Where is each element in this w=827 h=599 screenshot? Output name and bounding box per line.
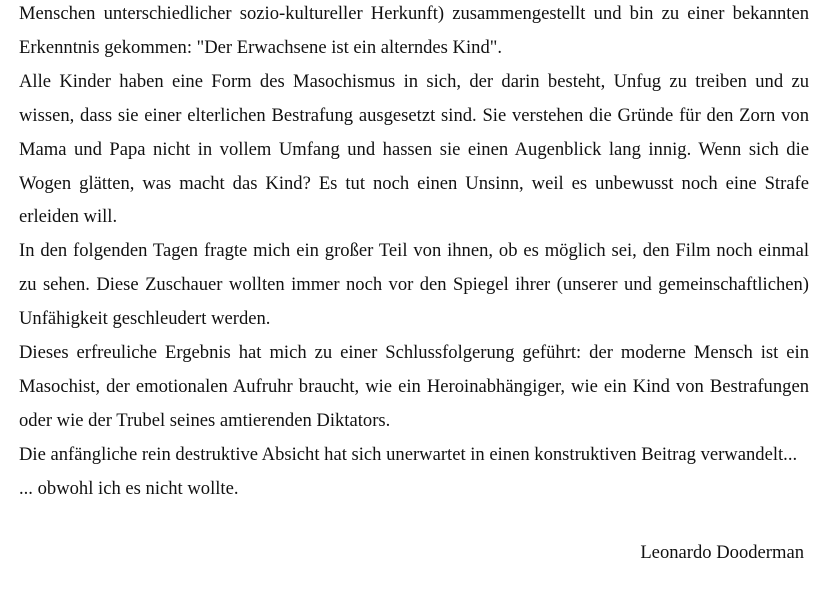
paragraph-5: Die anfängliche rein destruktive Absicht hat sich unerwartet in einen konstruktiven Beitrag verwandelt... <box>19 443 798 465</box>
paragraph-2: Alle Kinder haben eine Form des Masochismus in sich, der darin besteht, Unfug zu treiben und zu wissen, dass sie einer elterlichen Bestrafung ausgesetzt sind. Sie verstehen die Gründe für den Zorn von Mama und Papa nicht in vollem Umfang und hassen sie einen Augenblick lang innig. Wenn sich die Wogen glätten, was macht das Kind? Es tut noch einen Unsinn, weil es unbewusst noch eine Strafe erleiden will. <box>19 70 809 228</box>
paragraph-4: Dieses erfreuliche Ergebnis hat mich zu einer Schlussfolgerung geführt: der moderne Mensch ist ein Masochist, der emotionalen Aufruhr braucht, wie ein Heroinabhängiger, wie ein Kind von Bestrafungen oder wie der Trubel seines amtierenden Diktators. <box>19 342 809 431</box>
author-signature: Leonardo Dooderman <box>640 542 804 563</box>
paragraph-3: In den folgenden Tagen fragte mich ein großer Teil von ihnen, ob es möglich sei, den Film noch einmal zu sehen. Diese Zuschauer wollten immer noch vor den Spiegel ihrer (unserer und gemeinschaftlichen) Unfähigkeit geschleudert werden. <box>19 240 809 330</box>
body-text <box>19 0 809 506</box>
paragraph-6: ... obwohl ich es nicht wollte. <box>19 477 239 499</box>
paragraph-1: Menschen unterschiedlicher sozio-kultureller Herkunft) zusammengestellt und bin zu einer bekannten Erkenntnis gekommen: "Der Erwachsene ist ein alterndes Kind". <box>19 3 809 58</box>
